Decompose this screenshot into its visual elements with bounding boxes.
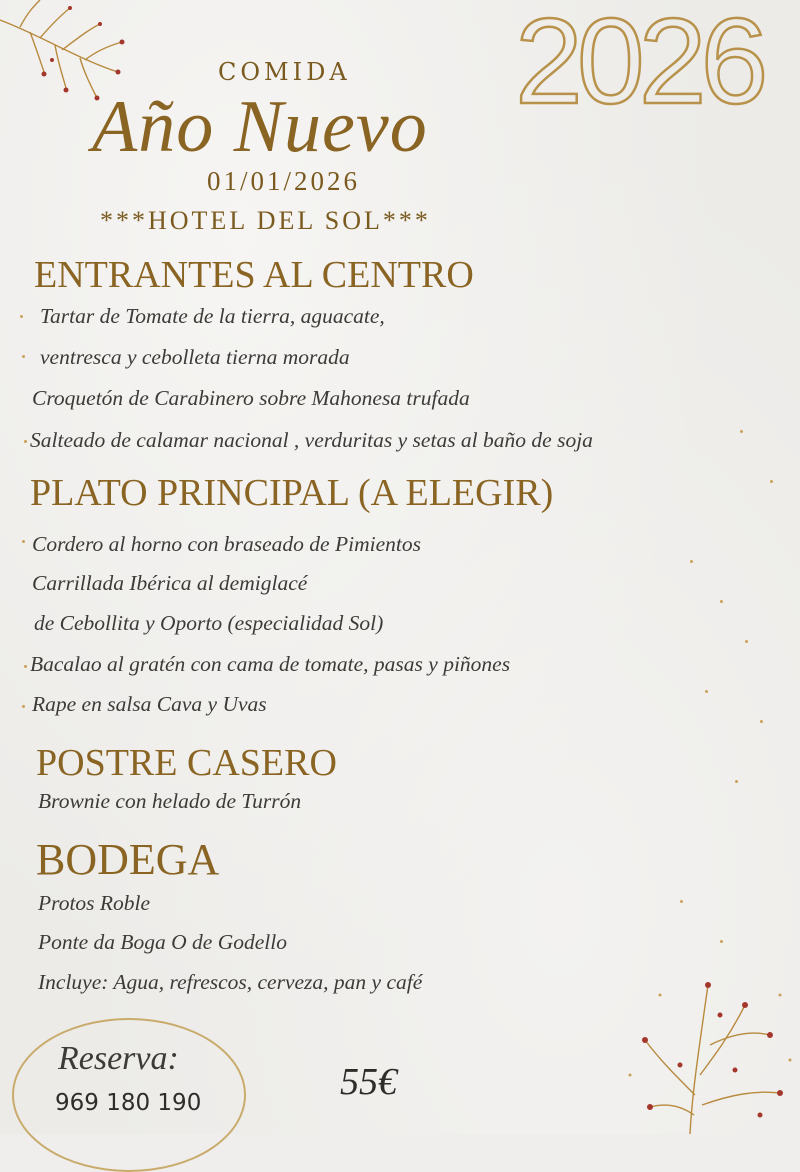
menu-item: Bacalao al gratén con cama de tomate, pasas y piñones <box>30 652 511 676</box>
section-title-principal: PLATO PRINCIPAL (A ELEGIR) <box>30 472 554 514</box>
menu-item: Carrillada Ibérica al demiglacé <box>32 571 308 595</box>
speckle <box>22 540 25 543</box>
year-display: 2026 <box>515 0 763 129</box>
speckle <box>720 600 723 603</box>
speckle <box>20 315 23 318</box>
speckle <box>745 640 748 643</box>
menu-item: Tartar de Tomate de la tierra, aguacate, <box>40 304 385 328</box>
menu-title: Año Nuevo <box>92 86 428 168</box>
speckle <box>24 440 27 443</box>
menu-item: Brownie con helado de Turrón <box>38 789 302 813</box>
menu-item: Croquetón de Carabinero sobre Mahonesa trufada <box>32 386 470 410</box>
speckle <box>22 355 25 358</box>
speckle <box>760 720 763 723</box>
speckle <box>24 665 27 668</box>
menu-item: Ponte da Boga O de Godello <box>38 930 287 954</box>
menu-item: ventresca y cebolleta tierna morada <box>40 345 350 369</box>
section-title-entrantes: ENTRANTES AL CENTRO <box>34 254 474 296</box>
reserva-label: Reserva: <box>58 1040 179 1077</box>
speckle <box>680 900 683 903</box>
speckle <box>740 430 743 433</box>
section-title-postre: POSTRE CASERO <box>36 742 337 784</box>
menu-item: Rape en salsa Cava y Uvas <box>32 692 267 716</box>
hotel-name: ***HOTEL DEL SOL*** <box>100 206 431 235</box>
menu-price: 55€ <box>340 1061 397 1103</box>
menu-item: de Cebollita y Oporto (especialidad Sol) <box>34 611 384 635</box>
menu-item: Cordero al horno con braseado de Pimientos <box>32 532 421 556</box>
speckle <box>770 480 773 483</box>
speckle <box>22 705 25 708</box>
phone-number[interactable]: 969 180 190 <box>55 1090 202 1116</box>
section-title-bodega: BODEGA <box>36 835 220 884</box>
menu-item: Salteado de calamar nacional , verduritas y setas al baño de soja <box>30 428 593 452</box>
comida-label: COMIDA <box>218 58 351 86</box>
menu-date: 01/01/2026 <box>207 166 361 196</box>
speckle <box>720 940 723 943</box>
speckle <box>690 560 693 563</box>
menu-item: Protos Roble <box>38 891 151 915</box>
speckle <box>735 780 738 783</box>
speckle <box>705 690 708 693</box>
branch-icon-bottom-right <box>620 975 800 1134</box>
menu-item: Incluye: Agua, refrescos, cerveza, pan y café <box>38 970 423 994</box>
